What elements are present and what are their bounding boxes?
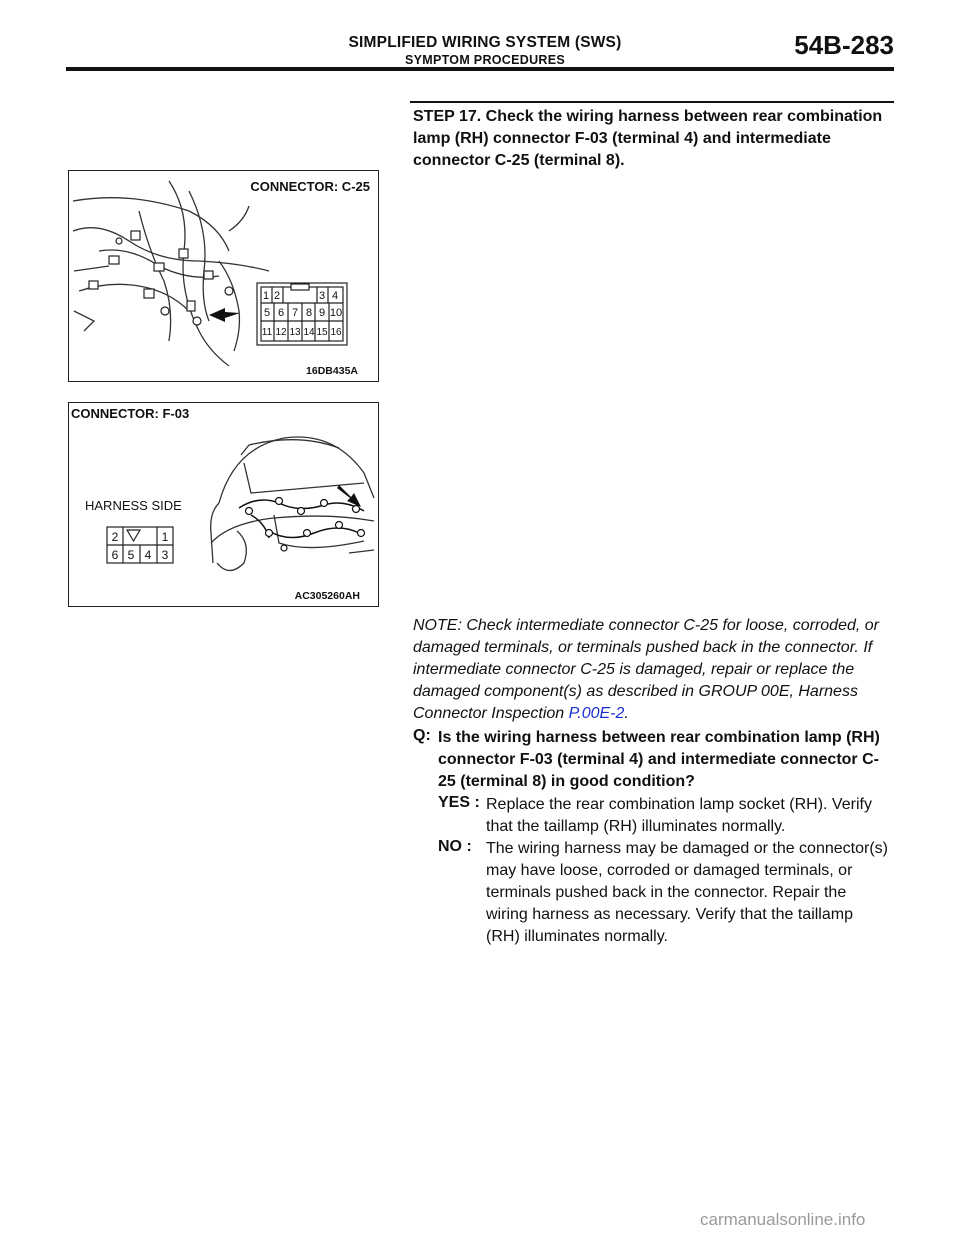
question-label: Q: xyxy=(413,727,431,744)
header-title: SIMPLIFIED WIRING SYSTEM (SWS) xyxy=(348,34,622,51)
f03-pin: 1 xyxy=(161,530,169,544)
c25-pin: 3 xyxy=(318,290,326,302)
figure-label-f03: CONNECTOR: F-03 xyxy=(71,406,190,421)
cross-reference-link[interactable]: P.00E-2 xyxy=(568,705,625,722)
c25-pin: 12 xyxy=(275,327,287,338)
c25-pin: 16 xyxy=(330,327,342,338)
c25-pin: 6 xyxy=(277,307,285,319)
note-text: NOTE: Check intermediate connector C-25 for loose, corroded, or damaged terminals, or terminals pushed back in the connector. If intermediate connector C-25 is damaged, repair or replace the damaged component(s) as described in GROUP 00E, Harness Connector Inspection xyxy=(413,617,879,722)
watermark: carmanualsonline.info xyxy=(700,1210,866,1229)
c25-pin: 7 xyxy=(291,307,299,319)
answer-yes-key: YES : xyxy=(438,794,480,811)
header-rule xyxy=(66,67,894,71)
step-rule xyxy=(410,101,894,103)
answer-yes-text: Replace the rear combination lamp socket (RH). Verify that the taillamp (RH) illuminates normally. xyxy=(486,796,872,835)
c25-pin: 9 xyxy=(318,307,326,319)
c25-pin: 11 xyxy=(261,327,273,338)
harness-side-label: HARNESS SIDE xyxy=(85,498,182,513)
c25-pin: 8 xyxy=(305,307,313,319)
figure-label-c25: CONNECTOR: C-25 xyxy=(250,179,370,194)
c25-pin: 2 xyxy=(273,290,281,302)
c25-pin: 1 xyxy=(262,290,270,302)
page-number: 54B-283 xyxy=(794,30,894,60)
step-heading: STEP 17. Check the wiring harness between rear combination lamp (RH) connector F-03 (terminal 4) and intermediate connector C-25 (terminal 8). xyxy=(413,108,883,169)
figure-code-f03: AC305260AH xyxy=(294,590,360,602)
f03-pin: 5 xyxy=(127,548,135,562)
f03-pin: 2 xyxy=(111,530,119,544)
c25-pin: 10 xyxy=(329,307,343,319)
c25-pin: 15 xyxy=(316,327,328,338)
note-paragraph xyxy=(413,615,898,725)
f03-pin: 3 xyxy=(161,548,169,562)
figure-code-c25: 16DB435A xyxy=(306,365,358,377)
figure-connector-c25 xyxy=(68,170,379,382)
c25-pin: 5 xyxy=(263,307,271,319)
c25-pin: 13 xyxy=(289,327,301,338)
f03-pin: 6 xyxy=(111,548,119,562)
answer-no-key: NO : xyxy=(438,838,472,855)
f03-pin: 4 xyxy=(144,548,152,562)
header-subtitle: SYMPTOM PROCEDURES xyxy=(404,53,566,67)
answer-no-text: The wiring harness may be damaged or the connector(s) may have loose, corroded or damaged terminals, or terminals pushed back in the connector. Repair the wiring harness as necessary. Verify that the taillamp (RH) illuminates normally. xyxy=(486,840,888,945)
c25-pin: 14 xyxy=(303,327,315,338)
question-text: Is the wiring harness between rear combination lamp (RH) connector F-03 (terminal 4) and intermediate connector C-25 (terminal 8) in good condition? xyxy=(438,729,880,790)
dashboard-harness-illustration xyxy=(69,171,378,381)
figure-connector-f03 xyxy=(68,402,379,607)
note-end: . xyxy=(624,705,629,722)
c25-pin: 4 xyxy=(331,290,339,302)
